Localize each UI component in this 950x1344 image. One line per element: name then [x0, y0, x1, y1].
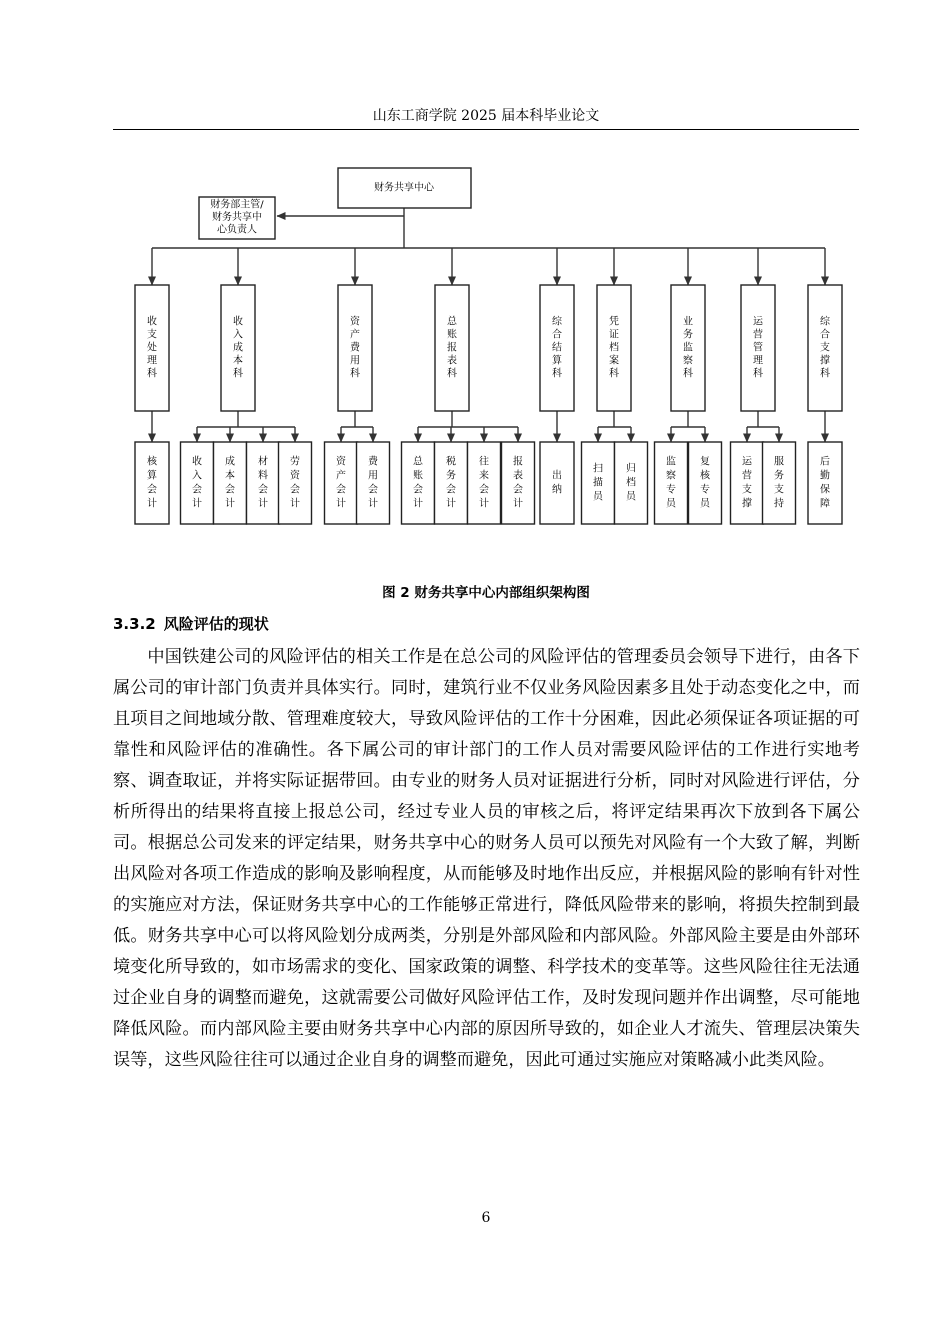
role-label: 服务支持 — [774, 456, 784, 510]
department-label: 综合支撑科 — [820, 316, 830, 380]
department-label: 资产费用科 — [350, 316, 360, 380]
section-title: 风险评估的现状 — [163, 615, 269, 633]
role-label: 核算会计 — [147, 456, 157, 510]
page-number: 6 — [481, 1210, 491, 1226]
role-node — [402, 442, 435, 524]
org-chart — [0, 0, 950, 570]
role-label: 税务会计 — [446, 456, 456, 510]
role-label: 材料会计 — [258, 456, 268, 510]
role-node — [325, 442, 358, 524]
department-label: 凭证档案科 — [609, 316, 619, 380]
role-node — [731, 442, 764, 524]
role-label: 监察专员 — [666, 456, 676, 510]
department-label: 总账报表科 — [447, 316, 457, 380]
role-node — [763, 442, 796, 524]
role-node — [135, 442, 169, 524]
department-label: 运营管理科 — [753, 316, 763, 380]
role-node — [357, 442, 390, 524]
role-label: 劳资会计 — [290, 456, 300, 510]
role-label: 收入会计 — [192, 456, 202, 510]
role-node — [214, 442, 247, 524]
role-label: 总账会计 — [413, 456, 423, 510]
body-paragraph: 中国铁建公司的风险评估的相关工作是在总公司的风险评估的管理委员会领导下进行，由各下属公司的审计部门负责并具体实行。同时，建筑行业不仅业务风险因素多且处于动态变化之中，而且项目之间地域分散、管理难度较大，导致风险评估的工作十分困难，因此必须保证各项证据的可靠性和风险评估的准确性。各下属公司的审计部门的工作人员对需要风险评估的工作进行实地考察、调查取证，并将实际证据带回。由专业的财务人员对证据进行分析，同时对风险进行评估，分析所得出的结果将直接上报总公司，经过专业人员的审核之后，将评定结果再次下放到各下属公司。根据总公司发来的评定结果，财务共享中心的财务人员可以预先对风险有一个大致了解，判断出风险对各项工作造成的影响及影响程度，从而能够及时地作出反应，并根据风险的影响有针对性的实施应对方法，保证财务共享中心的工作能够正常进行，降低风险带来的影响，将损失控制到最低。财务共享中心可以将风险划分成两类，分别是外部风险和内部风险。外部风险主要是由外部环境变化所导致的，如市场需求的变化、国家政策的调整、科学技术的变革等。这些风险往往无法通过企业自身的调整而避免，这就需要公司做好风险评估工作，及时发现问题并作出调整，尽可能地降低风险。而内部风险主要由财务共享中心内部的原因所导致的，如企业人才流失、管理层决策失误等，这些风险往往可以通过企业自身的调整而避免，因此可通过实施应对策略减小此类风险。 — [113, 647, 860, 1070]
section-number: 3.3.2 — [113, 615, 156, 633]
role-label: 扫描员 — [593, 463, 603, 503]
role-label: 后勤保障 — [820, 456, 830, 510]
section-heading — [113, 613, 859, 635]
role-node — [655, 442, 688, 524]
department-label: 收入成本科 — [233, 316, 243, 380]
role-label: 往来会计 — [479, 456, 489, 510]
role-label: 归档员 — [626, 463, 636, 503]
figure-caption: 图 2 财务共享中心内部组织架构图 — [382, 585, 590, 601]
role-label: 出纳 — [552, 470, 562, 496]
department-label: 综合结算科 — [552, 316, 562, 380]
role-node — [689, 442, 722, 524]
manager-node-label: 心负责人 — [217, 224, 257, 236]
role-label: 资产会计 — [336, 456, 346, 510]
role-node — [181, 442, 214, 524]
role-node — [540, 442, 574, 524]
department-label: 收支处理科 — [147, 316, 157, 380]
role-node — [435, 442, 468, 524]
page-header: 山东工商学院 2025 届本科毕业论文 — [372, 108, 600, 124]
role-label: 运营支撑 — [742, 456, 752, 510]
org-chart-nodes — [135, 168, 842, 524]
manager-node-label: 财务共享中 — [212, 212, 262, 223]
department-label: 业务监察科 — [683, 316, 693, 380]
role-node — [502, 442, 535, 524]
role-node — [279, 442, 312, 524]
role-node — [468, 442, 501, 524]
role-label: 成本会计 — [225, 456, 235, 510]
role-label: 费用会计 — [368, 456, 378, 510]
role-label: 报表会计 — [513, 456, 523, 510]
root-node-label: 财务共享中心 — [374, 182, 434, 194]
manager-node-label: 财务部主管/ — [210, 199, 264, 211]
role-node — [247, 442, 280, 524]
role-node — [808, 442, 842, 524]
role-label: 复核专员 — [700, 456, 710, 510]
